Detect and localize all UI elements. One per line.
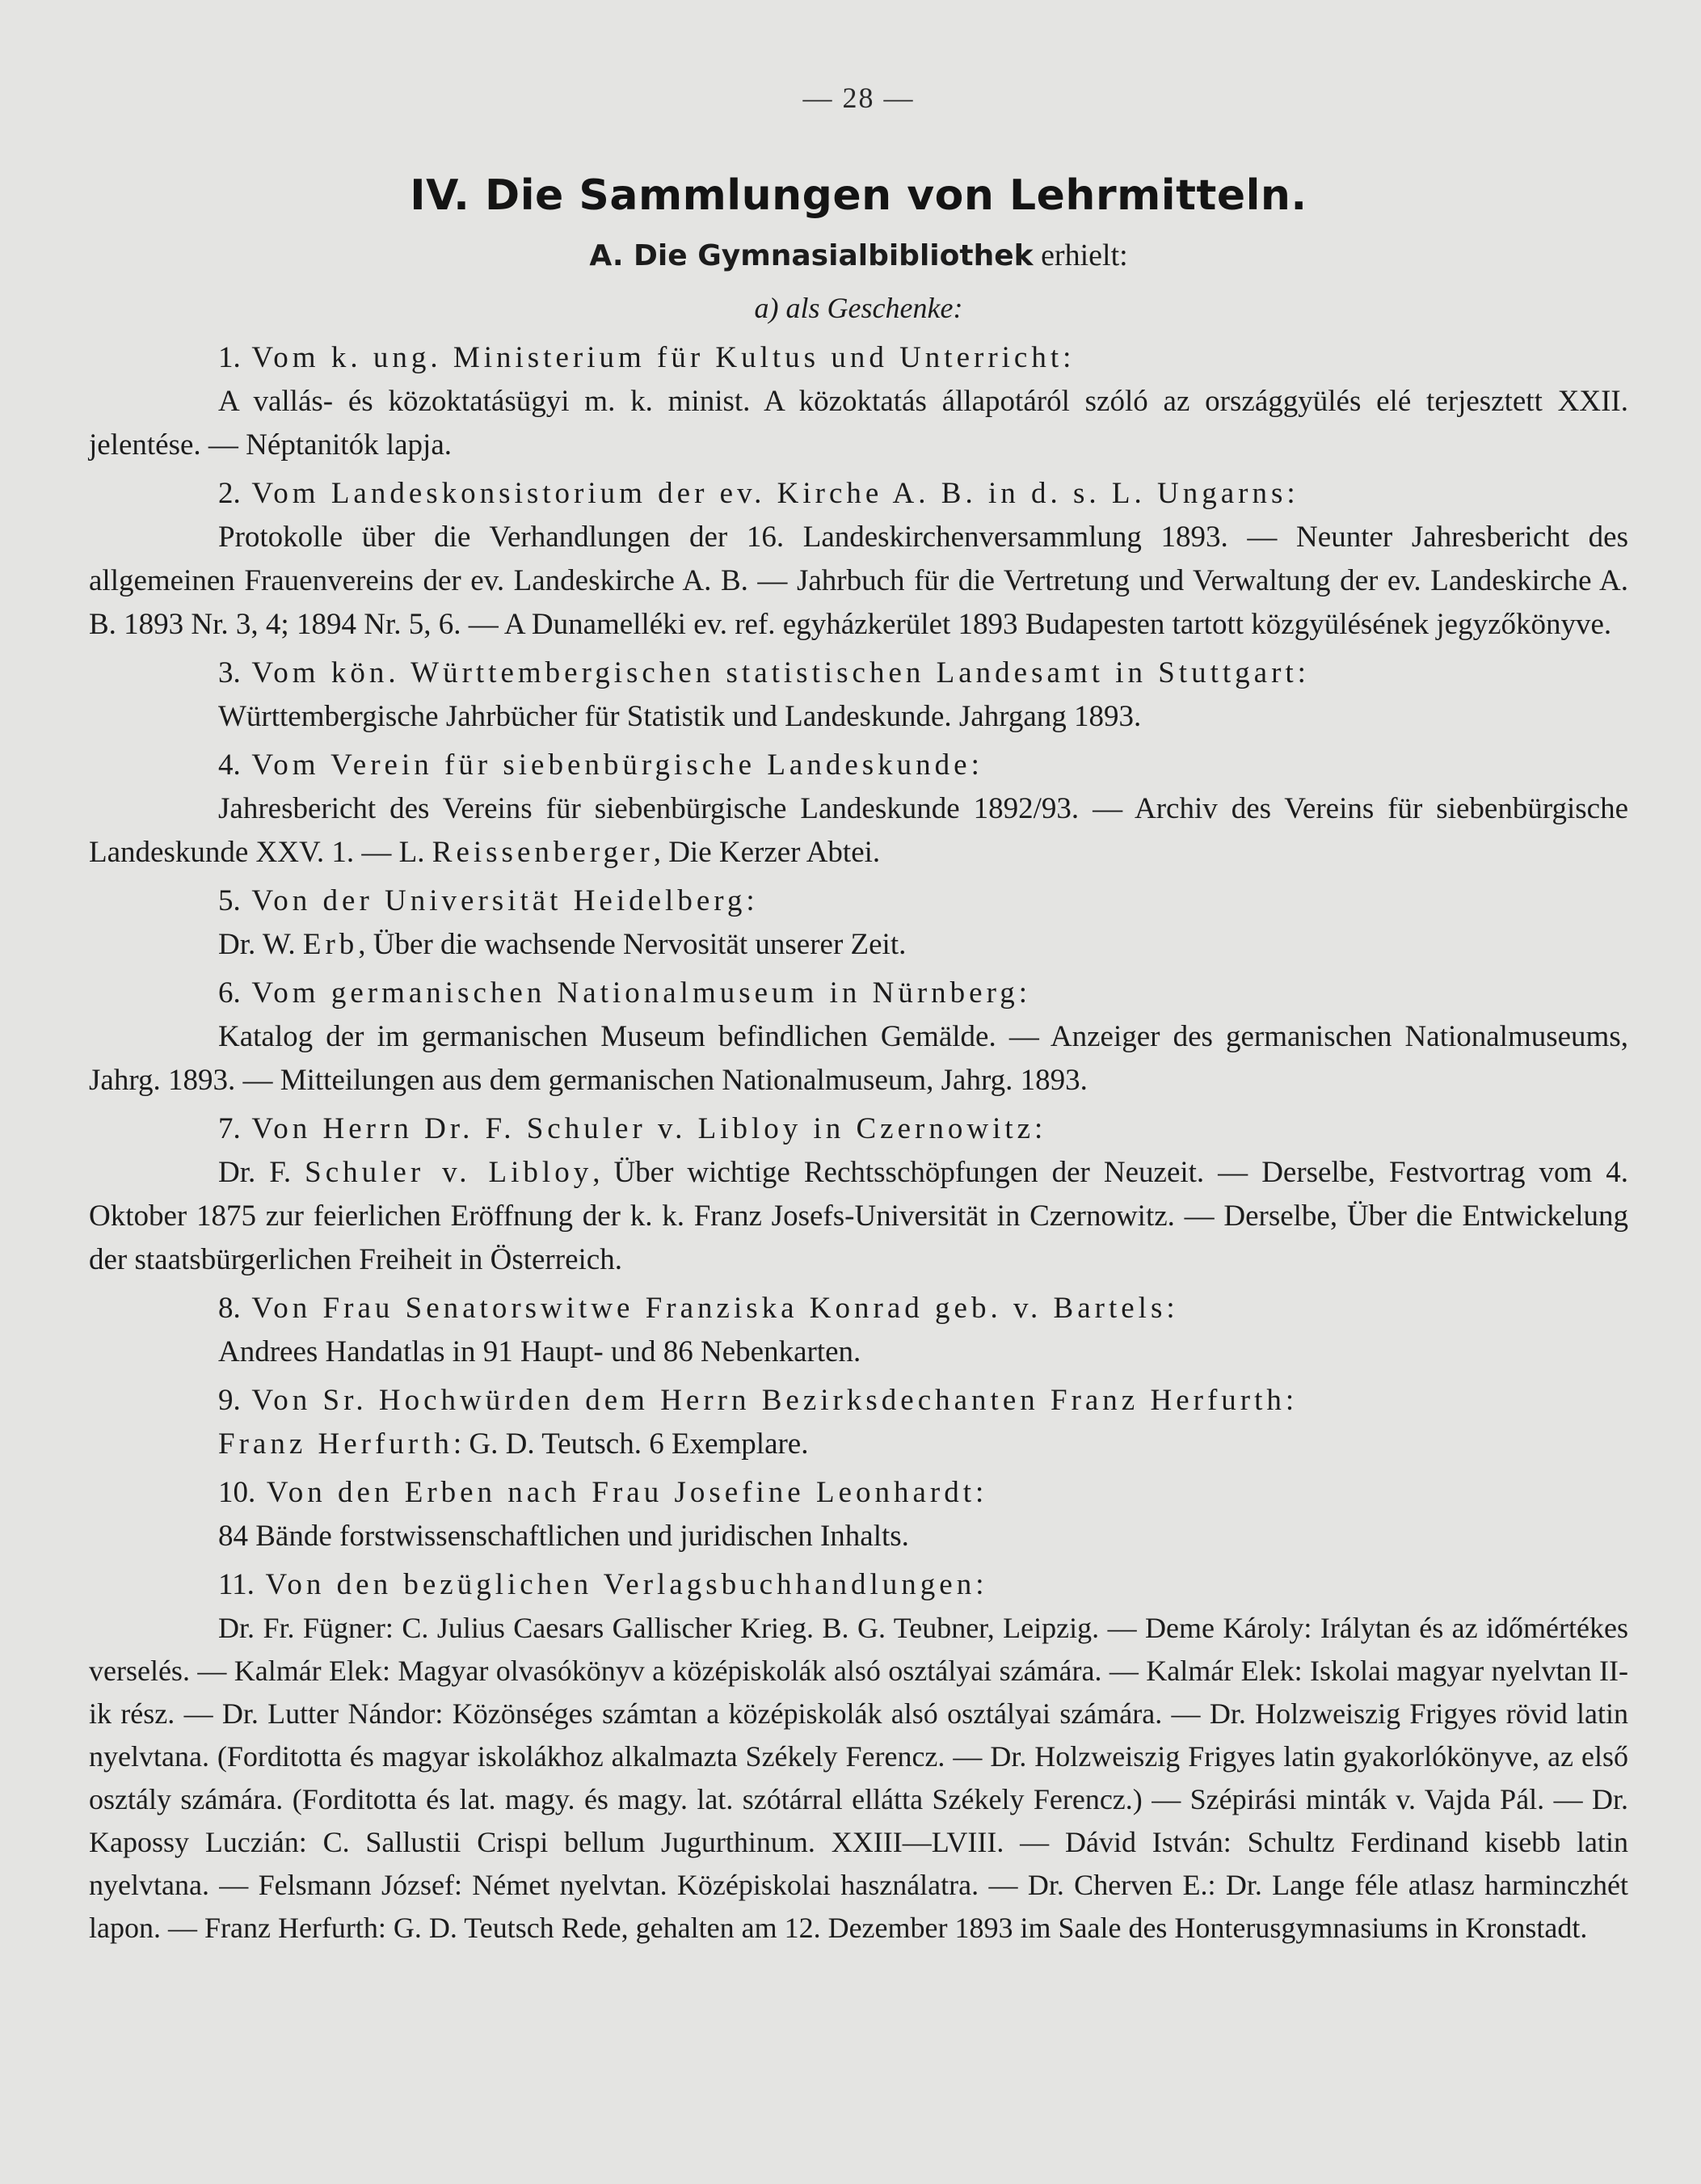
- entry-head: [89, 472, 1628, 516]
- entry-body-text: , Über die wachsende Nervosität unserer Zeit.: [358, 928, 907, 961]
- entry-body-text: Jahresbericht des Vereins für siebenbürgische Landeskunde 1892/93. — Archiv des Vereins für siebenbürgische Landeskunde XXV. 1. — L.: [89, 792, 1628, 869]
- entry-body: 84 Bände forstwissenschaftlichen und juridischen Inhalts.: [218, 1520, 909, 1553]
- entry-number: 7.: [218, 1112, 241, 1145]
- sub-title-rest: erhielt:: [1033, 238, 1128, 272]
- entry-number: 6.: [218, 976, 241, 1010]
- entry-4: [89, 744, 1628, 875]
- entry-number: 2.: [218, 477, 241, 510]
- entry-body-text: Dr. W.: [218, 928, 303, 961]
- entry-donor: Von der Universität Heidelberg:: [251, 884, 759, 917]
- entry-number: 10.: [218, 1476, 256, 1509]
- entry-head: [89, 1107, 1628, 1151]
- entry-head: [89, 972, 1628, 1015]
- entry-body: Katalog der im germanischen Museum befindlichen Gemälde. — Anzeiger des germanischen Nationalmuseums, Jahrg. 1893. — Mitteilungen aus dem germanischen Nationalmuseum, Jahrg. 1893.: [89, 1020, 1628, 1097]
- entry-donor: Von Frau Senatorswitwe Franziska Konrad geb. v. Bartels:: [251, 1292, 1179, 1325]
- entry-body: [89, 1151, 1628, 1282]
- entry-body: A vallás- és közoktatásügyi m. k. minist. A közoktatás állapotáról szóló az országgyülés elé terjesztett XXII. jelentése. — Néptanitók lapja.: [89, 385, 1628, 462]
- entry-author: Franz Herfurth: [218, 1427, 453, 1461]
- entry-donor: Von den bezüglichen Verlagsbuchhandlungen:: [265, 1568, 988, 1601]
- entry-number: 5.: [218, 884, 241, 917]
- entry-1: [89, 336, 1628, 467]
- entry-body: Dr. Fr. Fügner: C. Julius Caesars Gallischer Krieg. B. G. Teubner, Leipzig. — Deme Károly: Irálytan és az időmértékes verselés. — Kalmár Elek: Magyar olvasókönyv a középiskolák alsó osztályai számára. — Kalmár Elek: Iskolai magyar nyelvtan II-ik rész. — Dr. Lutter Nándor: Közönséges számtan a középiskolák alsó osztályai számára. — Dr. Holzweiszig Frigyes rövid latin nyelvtana. (Forditotta és magyar iskolákhoz alkalmazta Székely Ferencz. — Dr. Holzweiszig Frigyes latin gyakorlókönyve, az első osztály számára. (Forditotta és lat. magy. és magy. lat. szótárral ellátta Székely Ferencz.) — Szépirási minták v. Vajda Pál. — Dr. Kapossy Luczián: C. Sallustii Crispi bellum Jugurthinum. XXIII—LVIII. — Dávid István: Schultz Ferdinand kisebb latin nyelvtana. — Felsmann József: Német nyelvtan. Középiskolai használatra. — Dr. Cherven E.: Dr. Lange féle atlasz harminczhét lapon. — Franz Herfurth: G. D. Teutsch Rede, gehalten am 12. Dezember 1893 im Saale des Honterusgymnasiums in Kronstadt.: [89, 1612, 1628, 1944]
- entry-head: [89, 879, 1628, 923]
- entry-author: Erb: [302, 928, 359, 961]
- entry-number: 3.: [218, 656, 241, 689]
- page-number: — 28 —: [802, 82, 915, 114]
- entry-body: [89, 923, 1628, 967]
- entry-body: Protokolle über die Verhandlungen der 16. Landeskirchenversammlung 1893. — Neunter Jahresbericht des allgemeinen Frauenvereins der ev. Landeskirche A. B. — Jahrbuch für die Vertretung und Verwaltung der ev. Landeskirche A. B. 1893 Nr. 3, 4; 1894 Nr. 5, 6. — A Dunamelléki ev. ref. egyházkerület 1893 Budapesten tartott közgyülésének jegyzőkönyve.: [89, 521, 1628, 641]
- entry-body: Württembergische Jahrbücher für Statistik und Landeskunde. Jahrgang 1893.: [218, 700, 1142, 733]
- entry-number: 1.: [218, 341, 241, 374]
- section-title: IV. Die Sammlungen von Lehrmitteln.: [410, 171, 1307, 220]
- entry-donor: Von Herrn Dr. F. Schuler v. Libloy in Czernowitz:: [251, 1112, 1047, 1145]
- entry-donor: Vom kön. Württembergischen statistischen Landesamt in Stuttgart:: [251, 656, 1310, 689]
- sub-title: [89, 238, 1628, 273]
- entry-9: [89, 1379, 1628, 1466]
- entry-body: [89, 787, 1628, 875]
- entry-donor: Vom germanischen Nationalmuseum in Nürnberg:: [251, 976, 1032, 1010]
- entry-donor: Von Sr. Hochwürden dem Herrn Bezirksdechanten Franz Herfurth:: [251, 1384, 1299, 1417]
- entry-10: [89, 1471, 1628, 1558]
- entry-list: [89, 336, 1628, 1950]
- entry-6: [89, 972, 1628, 1103]
- entry-body-text: , Über wichtige Rechtsschöpfungen der Neuzeit. — Derselbe, Festvortrag vom 4. Oktober 1875 zur feierlichen Eröffnung der k. k. Franz Josefs-Universität in Czernowitz. — Derselbe, Über die Entwickelung der staatsbürgerlichen Freiheit in Österreich.: [89, 1156, 1629, 1276]
- subsection-title: a) als Geschenke:: [754, 292, 963, 324]
- entry-body-text: Dr. F.: [218, 1156, 305, 1189]
- entry-body-text: : G. D. Teutsch. 6 Exemplare.: [453, 1427, 809, 1461]
- entry-number: 9.: [218, 1384, 241, 1417]
- entry-5: [89, 879, 1628, 967]
- entry-head: [89, 651, 1628, 695]
- entry-author: Reissenberger: [432, 836, 654, 869]
- entry-head: [89, 1471, 1628, 1515]
- entry-body: [89, 1423, 1628, 1466]
- entry-head: [89, 744, 1628, 787]
- entry-number: 11.: [218, 1568, 255, 1601]
- entry-head: [89, 1287, 1628, 1330]
- entry-donor: Vom Landeskonsistorium der ev. Kirche A. B. in d. s. L. Ungarns:: [251, 477, 1299, 510]
- entry-donor: Vom Verein für siebenbürgische Landeskunde:: [251, 748, 983, 782]
- entry-head: [89, 1379, 1628, 1423]
- entry-donor: Von den Erben nach Frau Josefine Leonhardt:: [266, 1476, 988, 1509]
- entry-author: Schuler v. Libloy: [305, 1156, 593, 1189]
- entry-head: [89, 1563, 1628, 1607]
- entry-body: Andrees Handatlas in 91 Haupt- und 86 Nebenkarten.: [218, 1335, 861, 1368]
- entry-11: [89, 1563, 1628, 1950]
- entry-head: [89, 336, 1628, 380]
- entry-donor: Vom k. ung. Ministerium für Kultus und Unterricht:: [251, 341, 1076, 374]
- entry-7: [89, 1107, 1628, 1282]
- entry-number: 4.: [218, 748, 241, 782]
- entry-number: 8.: [218, 1292, 241, 1325]
- entry-2: [89, 472, 1628, 647]
- entry-8: [89, 1287, 1628, 1374]
- entry-3: [89, 651, 1628, 739]
- sub-title-bold: A. Die Gymnasialbibliothek: [589, 239, 1034, 272]
- entry-body-text: , Die Kerzer Abtei.: [653, 836, 881, 869]
